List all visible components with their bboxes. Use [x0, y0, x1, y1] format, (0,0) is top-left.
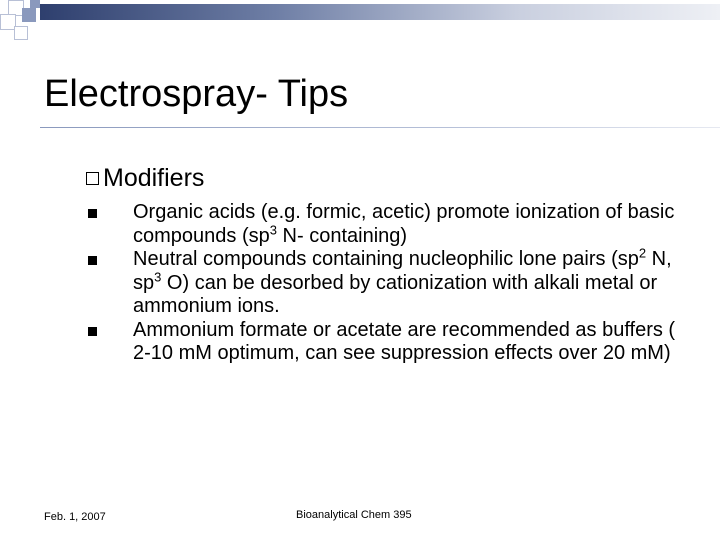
- superscript: 3: [154, 268, 162, 284]
- footer-course: Bioanalytical Chem 395: [296, 509, 412, 521]
- hollow-square-bullet-icon: [86, 172, 99, 185]
- bullet-text: O) can be desorbed by cationization with alkali metal or ammonium ions.: [133, 271, 658, 317]
- filled-square-bullet-icon: [88, 256, 97, 265]
- title-divider: [40, 127, 720, 128]
- bullet-item: [133, 319, 693, 366]
- decorative-square: [30, 0, 40, 8]
- bullet-list: [133, 201, 693, 366]
- bullet-item: [133, 201, 693, 248]
- bullet-text: Organic acids (e.g. formic, acetic) promote ionization of basic compounds (sp: [133, 201, 675, 247]
- superscript: 3: [269, 221, 277, 237]
- filled-square-bullet-icon: [88, 209, 97, 218]
- superscript: 2: [638, 245, 647, 261]
- footer-date: Feb. 1, 2007: [44, 511, 106, 523]
- slide-title: Electrospray- Tips: [44, 73, 349, 115]
- decorative-header-bar: [40, 4, 720, 20]
- bullet-text: N- containing): [276, 224, 408, 247]
- bullet-item: [133, 245, 693, 319]
- decorative-square: [22, 8, 36, 22]
- bullet-text: N, sp: [133, 248, 672, 294]
- heading-text: Modifiers: [103, 164, 205, 192]
- bullet-text: Ammonium formate or acetate are recommended as buffers ( 2-10 mM optimum, can see suppression effects over 20 mM): [133, 318, 676, 364]
- decorative-square: [14, 26, 28, 40]
- bullet-text: Neutral compounds containing nucleophilic lone pairs (sp: [133, 248, 639, 270]
- heading-modifiers: [86, 163, 204, 193]
- filled-square-bullet-icon: [88, 327, 97, 336]
